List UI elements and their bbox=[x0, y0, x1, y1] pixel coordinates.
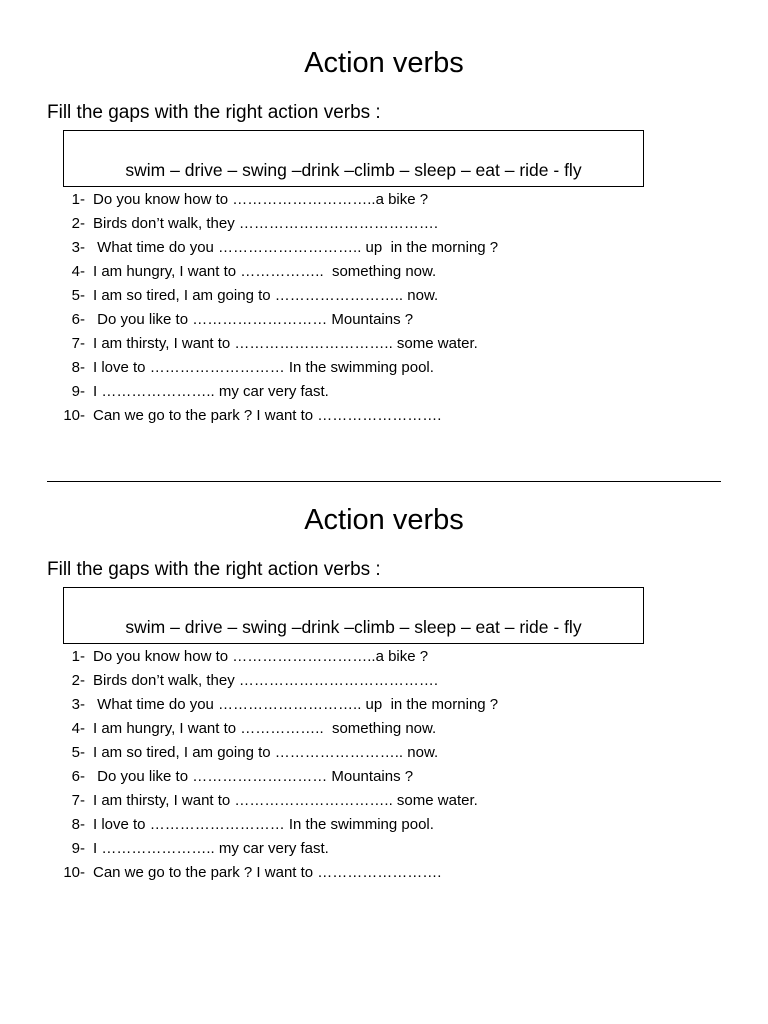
exercise-item bbox=[55, 645, 498, 669]
item-number: 1- bbox=[71, 191, 85, 208]
word-bank-text: swim – drive – swing –drink –climb – sleep – eat – ride - fly bbox=[125, 617, 582, 637]
section-divider bbox=[47, 481, 721, 482]
item-text: Can we go to the park ? I want to ……………………. bbox=[93, 864, 442, 881]
exercise-item bbox=[55, 789, 498, 813]
item-text: Can we go to the park ? I want to ……………………. bbox=[93, 407, 442, 424]
exercise-item bbox=[55, 669, 498, 693]
exercise-item bbox=[55, 308, 498, 332]
exercise-item bbox=[55, 332, 498, 356]
item-text: Birds don’t walk, they …………………………………. bbox=[93, 672, 439, 689]
item-number: 2- bbox=[71, 215, 85, 232]
item-text: Do you know how to ………………………..a bike ? bbox=[93, 191, 429, 208]
item-text: I am hungry, I want to …………….. something now. bbox=[93, 720, 437, 737]
exercise-item bbox=[55, 260, 498, 284]
item-text: I ………………….. my car very fast. bbox=[93, 840, 329, 857]
item-number: 9- bbox=[71, 383, 85, 400]
item-number: 7- bbox=[71, 335, 85, 352]
exercise-item bbox=[55, 188, 498, 212]
exercise-item bbox=[55, 813, 498, 837]
item-number: 2- bbox=[71, 672, 85, 689]
word-bank-box bbox=[63, 130, 644, 187]
item-text: Do you know how to ………………………..a bike ? bbox=[93, 648, 429, 665]
item-number: 5- bbox=[71, 287, 85, 304]
exercise-item bbox=[55, 380, 498, 404]
worksheet-instruction: Fill the gaps with the right action verbs : bbox=[47, 559, 381, 580]
exercise-list bbox=[55, 188, 498, 428]
worksheet-title: Action verbs bbox=[304, 47, 464, 79]
item-number: 10- bbox=[63, 864, 85, 881]
item-number: 8- bbox=[71, 359, 85, 376]
exercise-item bbox=[55, 837, 498, 861]
exercise-item bbox=[55, 356, 498, 380]
worksheet-instruction: Fill the gaps with the right action verbs : bbox=[47, 102, 381, 123]
item-text: I am thirsty, I want to ………………………….. some water. bbox=[93, 792, 478, 809]
item-number: 4- bbox=[71, 720, 85, 737]
worksheet-title: Action verbs bbox=[304, 504, 464, 536]
word-bank-text: swim – drive – swing –drink –climb – sleep – eat – ride - fly bbox=[125, 160, 582, 180]
exercise-item bbox=[55, 765, 498, 789]
word-bank-box bbox=[63, 587, 644, 644]
exercise-item bbox=[55, 693, 498, 717]
item-number: 6- bbox=[71, 311, 85, 328]
item-number: 7- bbox=[71, 792, 85, 809]
exercise-item bbox=[55, 717, 498, 741]
item-text: What time do you ……………………….. up in the morning ? bbox=[93, 239, 499, 256]
item-text: Do you like to ……………………… Mountains ? bbox=[93, 768, 414, 785]
item-text: Do you like to ……………………… Mountains ? bbox=[93, 311, 414, 328]
item-text: I ………………….. my car very fast. bbox=[93, 383, 329, 400]
item-number: 9- bbox=[71, 840, 85, 857]
exercise-item bbox=[55, 741, 498, 765]
exercise-item bbox=[55, 236, 498, 260]
item-number: 8- bbox=[71, 816, 85, 833]
exercise-item bbox=[55, 284, 498, 308]
item-number: 5- bbox=[71, 744, 85, 761]
item-text: I love to ……………………… In the swimming pool. bbox=[93, 359, 434, 376]
item-text: Birds don’t walk, they …………………………………. bbox=[93, 215, 439, 232]
item-number: 10- bbox=[63, 407, 85, 424]
item-number: 4- bbox=[71, 263, 85, 280]
item-text: I am hungry, I want to …………….. something now. bbox=[93, 263, 437, 280]
item-number: 3- bbox=[71, 239, 85, 256]
item-text: I am thirsty, I want to ………………………….. some water. bbox=[93, 335, 478, 352]
exercise-item bbox=[55, 404, 498, 428]
item-number: 1- bbox=[71, 648, 85, 665]
exercise-item bbox=[55, 212, 498, 236]
exercise-list bbox=[55, 645, 498, 885]
item-text: I love to ……………………… In the swimming pool. bbox=[93, 816, 434, 833]
item-text: I am so tired, I am going to …………………….. now. bbox=[93, 287, 439, 304]
item-number: 3- bbox=[71, 696, 85, 713]
item-text: What time do you ……………………….. up in the morning ? bbox=[93, 696, 499, 713]
item-text: I am so tired, I am going to …………………….. now. bbox=[93, 744, 439, 761]
exercise-item bbox=[55, 861, 498, 885]
item-number: 6- bbox=[71, 768, 85, 785]
